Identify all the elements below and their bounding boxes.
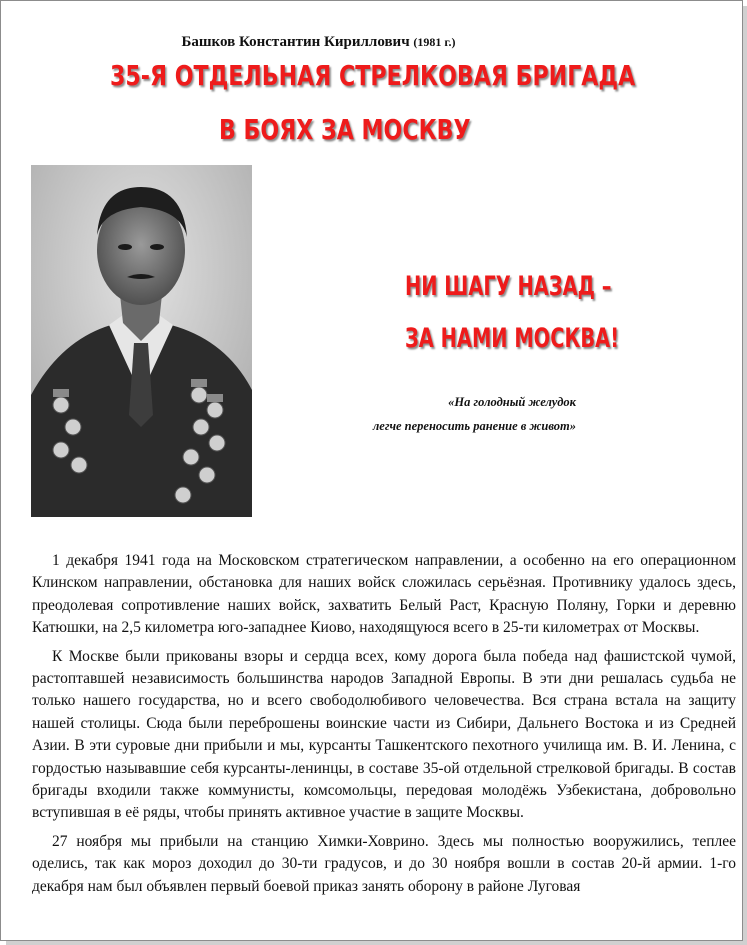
title-line-1: 35-Я ОТДЕЛЬНАЯ СТРЕЛКОВАЯ БРИГАДА <box>110 59 636 92</box>
paragraph-3: 27 ноября мы прибыли на станцию Химки-Ховрино. Здесь мы полностью вооружились, теплее оделись, так как мороз доходил до 30-ти градусов, и до 30 ноября вошли в состав 20-й армии. 1-го декабря нам был объявлен первый боевой приказ занять оборону в районе Луговая <box>32 832 736 895</box>
portrait-photo-icon <box>31 165 252 517</box>
slogan-line-2: ЗА НАМИ МОСКВА! <box>405 323 620 354</box>
epigraph-line-2: легче переносить ранение в живот» <box>372 419 576 433</box>
slogan-line-1: НИ ШАГУ НАЗАД – <box>405 271 612 302</box>
paragraph-1: 1 декабря 1941 года на Московском стратегическом направлении, а особенно на его операционном Клинском направлении, обстановка для наших войск сложилась серьёзная. Противнику удалось здесь, преодолевая сопротивление наших войск, захватить Белый Раст, Красную Поляну, Горки и деревню Катюшки, на 2,5 километра юго-западнее Киово, находящуюся всего в 25-ти километрах от Москвы. <box>32 552 736 637</box>
paragraph-2: К Москве были прикованы взоры и сердца всех, кому дорога была победа над фашистской чумой, растоптавшей независимость большинства народов Западной Европы. В эти дни решалась судьба не только нашего государства, но и всего свободолюбивого человечества. Вся страна встала на защиту нашей столицы. Сюда были переброшены воинские части из Сибири, Дальнего Востока и из Средней Азии. В эти суровые дни прибыли и мы, курсанты Ташкентского пехотного училища им. В. И. Ленина, с гордостью называвшие себя курсанты-ленинцы, в составе 35-ой отдельной стрелковой бригады. В состав бригады входили также коммунисты, комсомольцы, передовая молодёжь Узбекистана, добровольно вступившая в её ряды, чтобы принять активное участие в защите Москвы. <box>32 647 736 822</box>
author-year: (1981 г.) <box>413 35 456 49</box>
epigraph-line-1: «На голодный желудок <box>448 395 576 409</box>
author-name: Башков Константин Кириллович <box>181 34 410 50</box>
author-line <box>1 34 636 51</box>
title-line-2: В БОЯХ ЗА МОСКВУ <box>219 113 471 146</box>
article-body <box>32 550 736 904</box>
